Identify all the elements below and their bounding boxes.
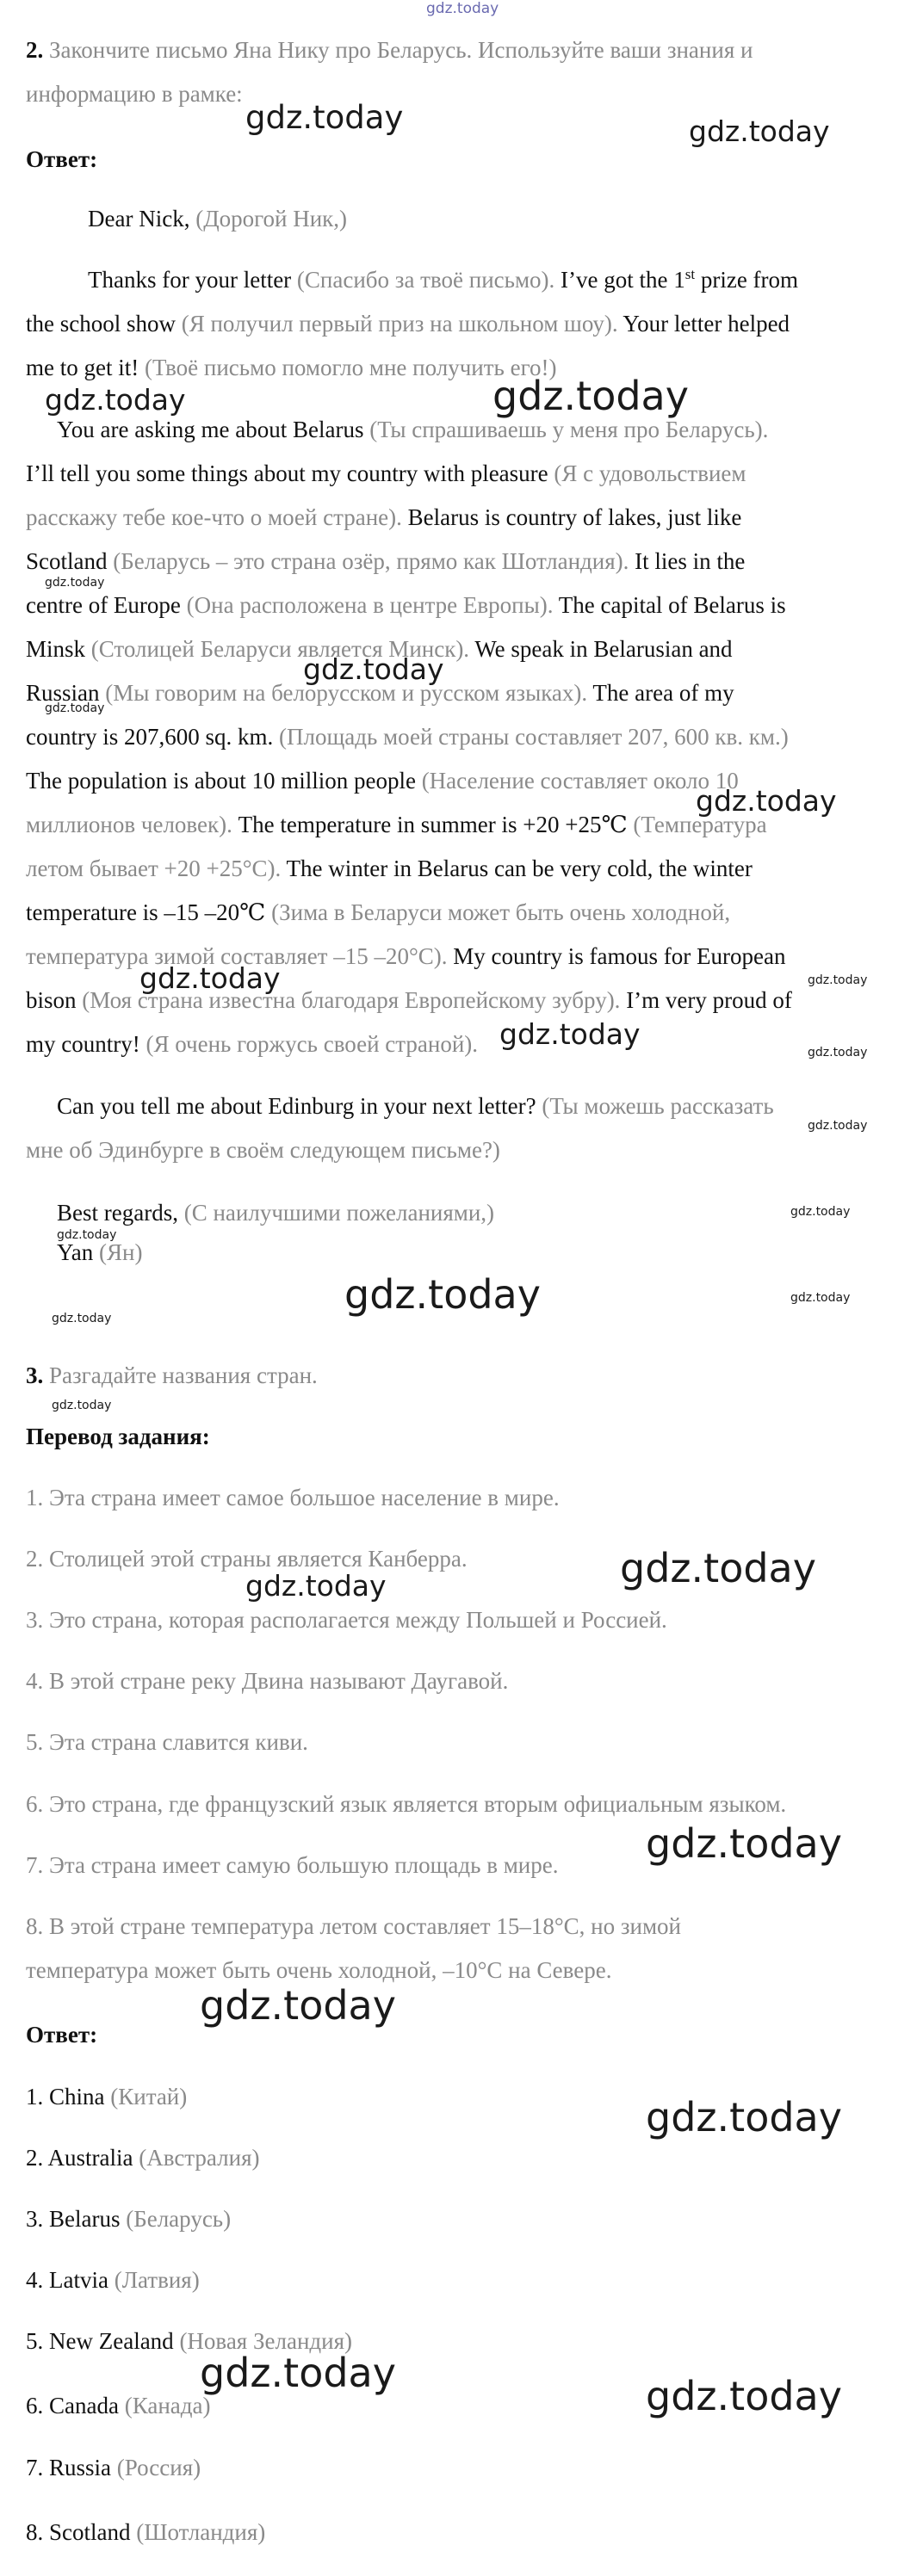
greeting-en: Dear Nick,	[88, 206, 190, 232]
answer-ru: (Латвия)	[114, 2267, 200, 2293]
watermark: gdz.today	[303, 652, 444, 686]
answer-en: 7. Russia	[26, 2455, 112, 2480]
watermark: gdz.today	[245, 99, 404, 136]
watermark: gdz.today	[808, 973, 868, 987]
letter-p2-line5	[26, 590, 786, 620]
letter-greeting	[88, 204, 347, 233]
watermark: gdz.today	[646, 2373, 842, 2419]
letter-p2-line9	[26, 766, 739, 795]
p2-ru: (Она расположена в центре Европы).	[186, 592, 554, 618]
p3-en: Can you tell me about Edinburg in your next letter?	[57, 1093, 536, 1119]
watermark: gdz.today	[344, 1271, 541, 1318]
letter-p2-line15	[26, 1029, 478, 1059]
p2-ru: (Мы говорим на белорусском и русском языках).	[105, 680, 588, 706]
answer-ru: (Австралия)	[139, 2145, 260, 2171]
watermark: gdz.today	[808, 1046, 868, 1059]
p1-en: I’ve got the 1	[561, 267, 685, 293]
answer-3	[26, 2204, 231, 2233]
watermark: gdz.today	[45, 383, 186, 417]
p2-ru: миллионов человек).	[26, 812, 232, 837]
p1-ru: (Спасибо за твоё письмо).	[296, 267, 555, 293]
p2-ru: (Моя страна известна благодаря Европейскому зубру).	[82, 987, 621, 1013]
watermark: gdz.today	[426, 0, 499, 17]
task3-number: 3.	[26, 1362, 44, 1388]
answer-en: 2. Australia	[26, 2145, 133, 2171]
answer-6	[26, 2391, 211, 2420]
letter-p2-line1	[57, 415, 768, 444]
p2-en: We speak in Belarusian and	[474, 636, 733, 662]
p2-en: My country is famous for European	[453, 943, 786, 969]
letter-p2-line12	[26, 898, 730, 927]
p1-en: the school show	[26, 311, 176, 337]
answer-en: 3. Belarus	[26, 2206, 121, 2232]
task2-answer-label: Ответ:	[26, 146, 98, 172]
p2-en: The area of my	[592, 680, 734, 706]
p2-en: Belarus is country of lakes, just like	[407, 504, 742, 530]
watermark: gdz.today	[790, 1291, 851, 1305]
p2-ru: (Зима в Беларуси может быть очень холодной,	[271, 899, 731, 925]
p2-en: Scotland	[26, 548, 108, 574]
answer-ru: (Китай)	[110, 2084, 188, 2110]
p2-en: Russian	[26, 680, 100, 706]
letter-p1-line1	[88, 265, 798, 294]
p2-ru: (Я очень горжусь своей страной).	[146, 1031, 479, 1057]
letter-p1-line2	[26, 309, 790, 338]
watermark: gdz.today	[790, 1205, 851, 1219]
p2-en: temperature is –15 –20℃	[26, 899, 266, 925]
p2-en: The temperature in summer is +20 +25℃	[238, 812, 628, 837]
clue-3: 3. Это страна, которая располагается между Польшей и Россией.	[26, 1607, 667, 1633]
p2-en: You are asking me about Belarus	[57, 417, 364, 442]
p3-ru: (Ты можешь рассказать	[542, 1093, 774, 1119]
p2-en: country is 207,600 sq. km.	[26, 724, 274, 750]
watermark: gdz.today	[808, 1119, 868, 1133]
letter-p2-line8	[26, 722, 789, 751]
clue-2: 2. Столицей этой страны является Канберра.	[26, 1546, 468, 1572]
p2-ru: (Площадь моей страны составляет 207, 600 кв. км.)	[279, 724, 789, 750]
letter-p2-line4	[26, 547, 745, 576]
answer-ru: (Беларусь)	[126, 2206, 232, 2232]
answer-en: 6. Canada	[26, 2393, 119, 2418]
letter-p2-line10	[26, 810, 767, 839]
p2-en: The capital of Belarus is	[558, 592, 786, 618]
letter-p3-line2: мне об Эдинбурге в своём следующем письме?)	[26, 1137, 500, 1163]
answer-ru: (Шотландия)	[136, 2519, 266, 2545]
watermark: gdz.today	[45, 701, 105, 715]
p2-en: The population is about 10 million people	[26, 768, 416, 794]
signature-en: Yan	[57, 1239, 94, 1265]
clue-8: 8. В этой стране температура летом составляет 15–18°C, но зимой	[26, 1913, 681, 1939]
watermark: gdz.today	[499, 1017, 641, 1051]
watermark: gdz.today	[200, 2350, 396, 2396]
watermark: gdz.today	[696, 784, 837, 818]
closing-ru: (С наилучшими пожеланиями,)	[183, 1200, 495, 1226]
p2-en: Minsk	[26, 636, 86, 662]
p2-en: centre of Europe	[26, 592, 181, 618]
clue-6: 6. Это страна, где французский язык является вторым официальным языком.	[26, 1791, 787, 1817]
answer-en: 4. Latvia	[26, 2267, 108, 2293]
letter-p2-line2	[26, 459, 746, 488]
clue-4: 4. В этой стране реку Двина называют Даугавой.	[26, 1668, 509, 1694]
p2-ru: (Температура	[633, 812, 767, 837]
signature-ru: (Ян)	[99, 1239, 143, 1265]
watermark: gdz.today	[57, 1228, 117, 1242]
task2-number: 2.	[26, 37, 44, 63]
task3-instruction	[26, 1361, 318, 1390]
p2-en: It lies in the	[635, 548, 746, 574]
closing-en: Best regards,	[57, 1200, 178, 1226]
p2-en: bison	[26, 987, 77, 1013]
letter-p3-line1	[57, 1091, 774, 1121]
clue-7: 7. Эта страна имеет самую большую площадь в мире.	[26, 1852, 559, 1878]
task3-instruction-text: Разгадайте названия стран.	[49, 1362, 318, 1388]
answer-ru: (Канада)	[124, 2393, 211, 2418]
task2-instruction: Закончите письмо Яна Нику про Беларусь. Используйте ваши знания и	[49, 37, 753, 63]
answer-8	[26, 2517, 265, 2547]
clue-1: 1. Эта страна имеет самое большое население в мире.	[26, 1485, 560, 1510]
letter-p2-line11	[26, 854, 753, 883]
watermark: gdz.today	[689, 114, 830, 148]
letter-closing	[57, 1198, 494, 1227]
clue-8-continued: температура может быть очень холодной, –10°C на Севере.	[26, 1957, 612, 1983]
task3-answer-label: Ответ:	[26, 2022, 98, 2048]
ordinal-suffix: st	[685, 266, 696, 282]
watermark: gdz.today	[245, 1569, 387, 1603]
p1-en: Your letter helped	[623, 311, 790, 337]
watermark: gdz.today	[620, 1545, 816, 1591]
letter-signature	[57, 1238, 142, 1267]
answer-7	[26, 2453, 201, 2482]
p2-ru: летом бывает +20 +25°C).	[26, 856, 282, 881]
p2-ru: (Беларусь – это страна озёр, прямо как Шотландия).	[113, 548, 629, 574]
watermark: gdz.today	[45, 576, 105, 590]
watermark: gdz.today	[52, 1312, 112, 1325]
answer-en: 8. Scotland	[26, 2519, 131, 2545]
answer-ru: (Россия)	[116, 2455, 201, 2480]
watermark: gdz.today	[200, 1982, 396, 2029]
watermark: gdz.today	[52, 1399, 112, 1412]
p1-ru: (Твоё письмо помогло мне получить его!)	[144, 355, 557, 380]
p2-ru: (Ты спрашиваешь у меня про Беларусь).	[369, 417, 769, 442]
watermark: gdz.today	[139, 961, 281, 995]
p1-ru: (Я получил первый приз на школьном шоу).	[181, 311, 618, 337]
answer-ru: (Новая Зеландия)	[179, 2328, 352, 2354]
letter-p2-line3	[26, 503, 741, 532]
answer-4	[26, 2265, 200, 2295]
p2-ru: (Я с удовольствием	[554, 460, 746, 486]
task2-instruction-line1	[26, 35, 753, 65]
answer-en: 1. China	[26, 2084, 105, 2110]
answer-en: 5. New Zealand	[26, 2328, 174, 2354]
task3-translation-label: Перевод задания:	[26, 1424, 210, 1449]
p2-en: I’m very proud of	[626, 987, 792, 1013]
p2-ru: расскажу тебе кое-что о моей стране).	[26, 504, 402, 530]
p2-en: I’ll tell you some things about my country with pleasure	[26, 460, 548, 486]
p2-ru: (Столицей Беларуси является Минск).	[90, 636, 470, 662]
answer-1	[26, 2082, 187, 2111]
greeting-ru: (Дорогой Ник,)	[195, 206, 348, 232]
p2-en: The winter in Belarus can be very cold, the winter	[286, 856, 753, 881]
clue-5: 5. Эта страна славится киви.	[26, 1729, 308, 1755]
p1-en: prize from	[700, 267, 799, 293]
p2-ru: (Население составляет около 10	[421, 768, 739, 794]
task2-instruction-line2: информацию в рамке:	[26, 81, 243, 107]
letter-p1-line3	[26, 353, 556, 382]
watermark: gdz.today	[646, 1820, 842, 1867]
answer-2	[26, 2143, 259, 2172]
watermark: gdz.today	[492, 373, 689, 419]
watermark: gdz.today	[646, 2094, 842, 2140]
p2-en: my country!	[26, 1031, 140, 1057]
p1-en: me to get it!	[26, 355, 139, 380]
p2-ru: температура зимой составляет –15 –20°C).	[26, 943, 448, 969]
p1-en: Thanks for your letter	[88, 267, 292, 293]
